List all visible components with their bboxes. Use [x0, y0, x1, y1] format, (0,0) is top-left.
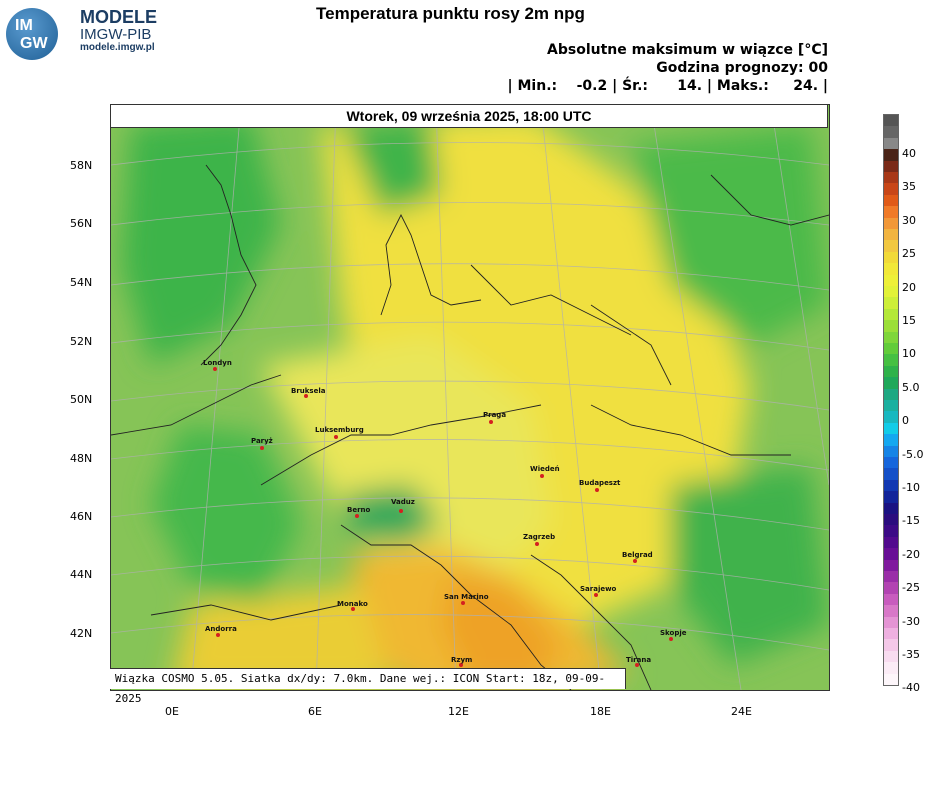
colorbar-swatch [884, 115, 898, 127]
colorbar-tick-label: 5.0 [902, 380, 920, 394]
colorbar-swatch [884, 252, 898, 264]
colorbar-swatch [884, 582, 898, 594]
lat-label: 54N [70, 276, 93, 289]
svg-text:Rzym: Rzym [451, 656, 473, 664]
svg-text:Sarajewo: Sarajewo [580, 585, 617, 593]
date-bar: Wtorek, 09 września 2025, 18:00 UTC [110, 104, 828, 128]
lon-label: 18E [590, 705, 611, 718]
colorbar-swatch [884, 537, 898, 549]
svg-text:Vaduz: Vaduz [391, 498, 415, 506]
colorbar-swatch [884, 628, 898, 640]
colorbar-swatch [884, 491, 898, 503]
brand-title: MODELE [80, 7, 158, 27]
colorbar-swatch [884, 423, 898, 435]
lat-label: 58N [70, 159, 93, 172]
model-info-bar: Wiązka COSMO 5.05. Siatka dx/dy: 7.0km. Dane wej.: ICON Start: 18z, 09-09-2025 [110, 668, 626, 689]
svg-text:Zagrzeb: Zagrzeb [523, 533, 556, 541]
colorbar-tick-label: -10 [902, 481, 920, 494]
colorbar-swatch [884, 639, 898, 651]
colorbar-swatch [884, 389, 898, 401]
lat-label: 44N [70, 568, 93, 581]
colorbar-tick-label: 0 [902, 414, 909, 428]
colorbar-swatch [884, 651, 898, 663]
colorbar-tick-label: 25 [902, 247, 916, 261]
colorbar-swatch [884, 674, 898, 686]
colorbar-tick-label: -30 [902, 614, 920, 628]
svg-text:Berno: Berno [347, 506, 371, 514]
colorbar-swatch [884, 605, 898, 617]
colorbar-swatch [884, 446, 898, 458]
svg-text:Paryż: Paryż [251, 437, 273, 445]
colorbar-swatch [884, 571, 898, 583]
colorbar-swatch [884, 411, 898, 423]
colorbar-swatch [884, 662, 898, 674]
colorbar-tick-label: 10 [902, 347, 916, 361]
svg-text:Tirana: Tirana [626, 656, 652, 664]
svg-text:Monako: Monako [337, 600, 368, 608]
subtitle-forecast-hour: Godzina prognozy: 00 [656, 60, 828, 76]
colorbar-swatch [884, 525, 898, 537]
svg-text:Bruksela: Bruksela [291, 387, 326, 395]
lat-label: 46N [70, 510, 93, 523]
colorbar-tick-label: -35 [902, 648, 920, 661]
lat-label: 56N [70, 217, 93, 230]
colorbar-swatch [884, 126, 898, 138]
colorbar-swatch [884, 297, 898, 309]
colorbar-tick-label: 35 [902, 180, 916, 194]
colorbar-tick-label: -20 [902, 547, 920, 561]
imgw-logo [6, 8, 58, 60]
colorbar-swatch [884, 503, 898, 515]
colorbar-tick-label: 15 [902, 314, 916, 327]
colorbar-swatch [884, 320, 898, 332]
colorbar-swatch [884, 377, 898, 389]
colorbar-swatch [884, 206, 898, 218]
lon-label: 24E [731, 705, 752, 718]
colorbar-tick-label: 20 [902, 280, 916, 294]
lon-label: 6E [308, 705, 322, 718]
svg-text:Praga: Praga [483, 411, 507, 419]
colorbar-swatch [884, 286, 898, 298]
svg-text:Luksemburg: Luksemburg [315, 426, 364, 434]
colorbar-swatch [884, 172, 898, 184]
lat-label: 52N [70, 335, 93, 348]
subtitle-stats: | Min.: -0.2 | Śr.: 14. | Maks.: 24. | [507, 78, 828, 94]
colorbar-swatch [884, 354, 898, 366]
svg-text:Londyn: Londyn [203, 359, 232, 367]
colorbar-swatch [884, 332, 898, 344]
colorbar-tick-label: -40 [902, 681, 920, 695]
colorbar-swatch [884, 263, 898, 275]
svg-text:Skopje: Skopje [660, 629, 687, 637]
colorbar-swatch [884, 343, 898, 355]
map-canvas [111, 105, 829, 690]
colorbar-swatch [884, 161, 898, 173]
colorbar-swatch [884, 457, 898, 469]
svg-text:San Marino: San Marino [444, 593, 489, 601]
lat-label: 42N [70, 627, 93, 640]
brand-org: IMGW-PIB [80, 26, 152, 43]
colorbar-swatch [884, 366, 898, 378]
colorbar-swatch [884, 400, 898, 412]
colorbar-swatch [884, 183, 898, 195]
lat-label: 48N [70, 452, 93, 465]
lon-label: 12E [448, 705, 469, 718]
colorbar-swatch [884, 560, 898, 572]
colorbar [883, 114, 899, 686]
colorbar-tick-label: -5.0 [902, 447, 924, 461]
colorbar-swatch [884, 434, 898, 446]
svg-text:Budapeszt: Budapeszt [579, 479, 621, 487]
colorbar-swatch [884, 240, 898, 252]
colorbar-tick-label: -25 [902, 581, 920, 595]
colorbar-swatch [884, 275, 898, 287]
colorbar-swatch [884, 229, 898, 241]
colorbar-swatch [884, 617, 898, 629]
subtitle-variable: Absolutne maksimum w wiązce [°C] [547, 42, 828, 58]
logo-text-bottom: GW [20, 35, 48, 52]
logo-text-top: IM [15, 17, 33, 34]
colorbar-swatch [884, 149, 898, 161]
lat-label: 50N [70, 393, 93, 406]
colorbar-swatch [884, 195, 898, 207]
colorbar-swatch [884, 514, 898, 526]
brand-url[interactable]: modele.imgw.pl [80, 42, 155, 53]
svg-text:Belgrad: Belgrad [622, 551, 653, 559]
colorbar-tick-label: 40 [902, 147, 916, 160]
svg-text:Andorra: Andorra [205, 625, 237, 633]
map-title: Temperatura punktu rosy 2m npg [316, 4, 585, 23]
colorbar-swatch [884, 468, 898, 480]
svg-text:Wiedeń: Wiedeń [530, 465, 560, 473]
colorbar-swatch [884, 480, 898, 492]
colorbar-tick-label: -15 [902, 514, 920, 528]
colorbar-swatch [884, 548, 898, 560]
colorbar-swatch [884, 309, 898, 321]
colorbar-tick-label: 30 [902, 213, 916, 227]
colorbar-swatch [884, 218, 898, 230]
lon-label: 0E [165, 705, 179, 718]
colorbar-swatch [884, 138, 898, 150]
colorbar-swatch [884, 594, 898, 606]
dewpoint-map [110, 104, 830, 691]
